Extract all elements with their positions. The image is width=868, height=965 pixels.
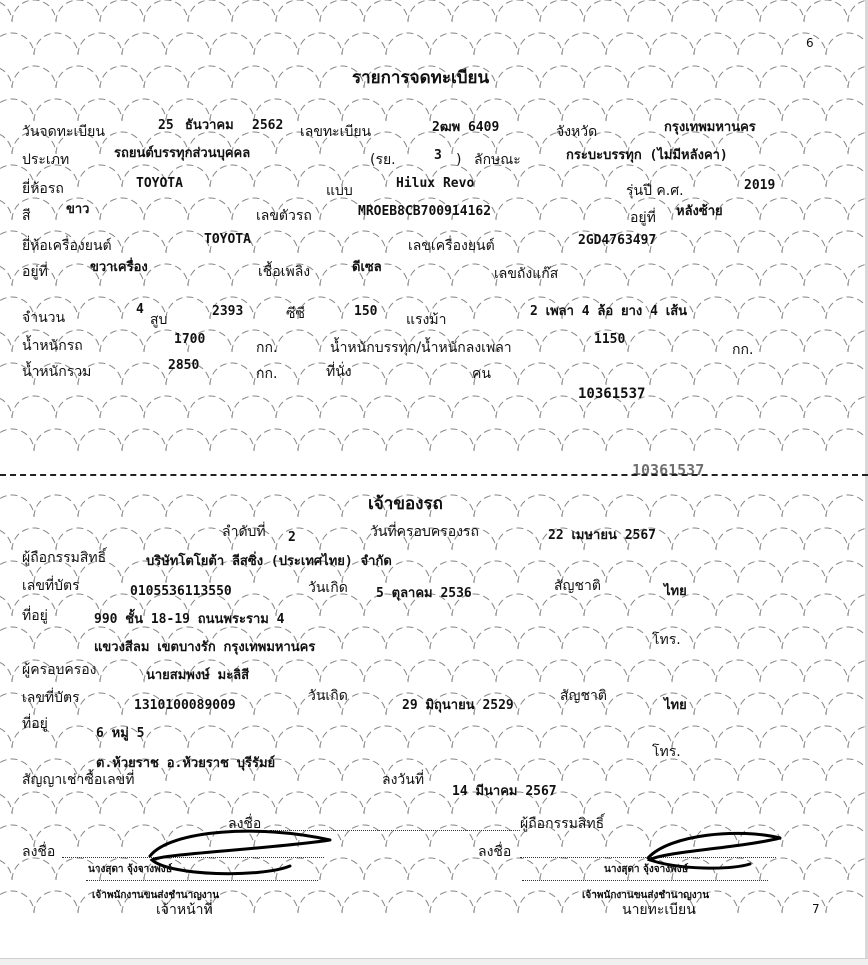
sign-right-role: เจ้าพนักงานขนส่งชำนาญงาน bbox=[582, 890, 710, 901]
owner-address-line2: แขวงสีลม เขตบางรัก กรุงเทพมหานคร bbox=[94, 640, 316, 655]
sign-left-title: เจ้าหน้าที่ bbox=[156, 902, 213, 918]
province-label: จังหวัด bbox=[556, 124, 598, 140]
right-name-line bbox=[522, 880, 768, 881]
sign-left-name: นางสุดา จุ้งจางพงษ์ bbox=[88, 864, 173, 875]
sign-owner-suffix: ผู้ถือกรรมสิทธิ์ bbox=[520, 816, 605, 832]
possessor-label: ผู้ครอบครอง bbox=[22, 662, 97, 678]
owner-nationality-value: ไทย bbox=[664, 584, 687, 599]
cylinders-value: 4 bbox=[136, 302, 144, 317]
color-label: สี bbox=[22, 208, 31, 224]
engine-number-value: 2GD4763497 bbox=[578, 233, 657, 248]
chassis-location-label: อยู่ที่ bbox=[630, 210, 656, 226]
fuel-value: ดีเซล bbox=[352, 260, 382, 275]
possessor-tel-label: โทร. bbox=[652, 744, 681, 760]
page-edge-bottom bbox=[0, 958, 868, 965]
reg-date-month: ธันวาคม bbox=[185, 118, 234, 133]
province-value: กรุงเทพมหานคร bbox=[664, 120, 756, 135]
sign-right-label: ลงชื่อ bbox=[478, 844, 512, 860]
possessor-id-value: 1310100089009 bbox=[134, 698, 236, 713]
load-value: 1150 bbox=[594, 332, 626, 347]
possessor-address-label: ที่อยู่ bbox=[22, 716, 48, 732]
engine-number-label: เลขเครื่องยนต์ bbox=[408, 238, 495, 254]
reg-date-day: 25 bbox=[158, 118, 174, 133]
left-name-line bbox=[86, 880, 318, 881]
owner-id-label: เลขที่บัตร bbox=[22, 578, 80, 594]
possessor-address-line1: 6 หมู่ 5 bbox=[96, 726, 145, 741]
serial-value: 10361537 bbox=[578, 386, 646, 402]
gross-label: น้ำหนักรวม bbox=[22, 364, 92, 380]
registration-title: รายการจดทะเบียน bbox=[352, 68, 490, 88]
possessor-value: นายสมพงษ์ มะลิสี bbox=[146, 668, 250, 683]
chassis-label: เลขตัวรถ bbox=[256, 208, 312, 224]
gross-value: 2850 bbox=[168, 358, 200, 373]
possessor-id-label: เลขที่บัตร bbox=[22, 690, 80, 706]
style-value: กระบะบรรทุก (ไม่มีหลังคา) bbox=[566, 148, 728, 163]
order-label: ลำดับที่ bbox=[222, 524, 266, 540]
ry-close: ) bbox=[456, 152, 462, 168]
sign-right-name: นางสุดา จุ้งจางพงษ์ bbox=[604, 864, 689, 875]
count-label: จำนวน bbox=[22, 310, 66, 326]
tear-line-serial: 10361537 bbox=[632, 461, 705, 479]
reg-date-label: วันจดทะเบียน bbox=[22, 124, 105, 140]
fuel-label: เชื้อเพลิง bbox=[258, 264, 311, 280]
owner-nationality-label: สัญชาติ bbox=[554, 578, 601, 594]
sign-label: ลงชื่อ bbox=[228, 816, 262, 832]
style-label: ลักษณะ bbox=[474, 152, 521, 168]
engine-location-value: ขวาเครื่อง bbox=[90, 260, 148, 275]
model-label: แบบ bbox=[326, 183, 353, 199]
load-label: น้ำหนักบรรทุก/น้ำหนักลงเพลา bbox=[330, 340, 512, 356]
brand-value: TOYOTA bbox=[136, 176, 183, 191]
lease-label: สัญญาเช่าซื้อเลขที่ bbox=[22, 772, 135, 788]
signed-date-value: 14 มีนาคม 2567 bbox=[452, 784, 557, 799]
possessor-dob-value: 29 มิถุนายน 2529 bbox=[402, 698, 514, 713]
engine-brand-label: ยี่ห้อเครื่องยนต์ bbox=[22, 238, 112, 254]
gas-tank-label: เลขถังแก๊ส bbox=[494, 266, 559, 282]
type-value: รถยนต์บรรทุกส่วนบุคคล bbox=[114, 146, 251, 161]
ry-value: 3 bbox=[434, 148, 442, 163]
load-kg: กก. bbox=[732, 342, 754, 358]
engine-brand-value: TOYOTA bbox=[204, 232, 251, 247]
engine-location-label: อยู่ที่ bbox=[22, 264, 48, 280]
owner-dob-value: 5 ตุลาคม 2536 bbox=[376, 586, 472, 601]
model-value: Hilux Revo bbox=[396, 176, 475, 191]
possession-date-value: 22 เมษายน 2567 bbox=[548, 528, 656, 543]
signed-date-label: ลงวันที่ bbox=[382, 772, 425, 788]
owner-tel-label: โทร. bbox=[652, 632, 681, 648]
seats-label: ที่นั่ง bbox=[326, 364, 352, 380]
weight-kg: กก. bbox=[256, 340, 278, 356]
possession-date-label: วันที่ครอบครองรถ bbox=[370, 524, 479, 540]
chassis-location-value: หลังซ้าย bbox=[676, 204, 723, 219]
sign-right-title: นายทะเบียน bbox=[622, 902, 696, 918]
cylinders-label: สูบ bbox=[150, 312, 168, 328]
plate-value: 2ฒพ 6409 bbox=[432, 120, 500, 135]
model-year-value: 2019 bbox=[744, 178, 776, 193]
possessor-nationality-label: สัญชาติ bbox=[560, 688, 607, 704]
owner-label: ผู้ถือกรรมสิทธิ์ bbox=[22, 550, 107, 566]
hp-value: 150 bbox=[354, 304, 378, 319]
owner-value: บริษัทโตโยต้า ลีสซิ่ง (ประเทศไทย) จำกัด bbox=[146, 554, 392, 569]
color-value: ขาว bbox=[66, 202, 90, 217]
brand-label: ยี่ห้อรถ bbox=[22, 181, 64, 197]
persons-label: คน bbox=[472, 366, 491, 382]
weight-label: น้ำหนักรถ bbox=[22, 338, 83, 354]
order-value: 2 bbox=[288, 530, 296, 545]
owner-address-line1: 990 ชั้น 18-19 ถนนพระราม 4 bbox=[94, 612, 285, 627]
weight-value: 1700 bbox=[174, 332, 206, 347]
tear-line bbox=[0, 474, 868, 476]
owner-title: เจ้าของรถ bbox=[368, 494, 443, 514]
owner-address-label: ที่อยู่ bbox=[22, 608, 48, 624]
axles-value: 2 เพลา 4 ล้อ ยาง 4 เส้น bbox=[530, 304, 688, 319]
hp-label: แรงม้า bbox=[406, 312, 447, 328]
owner-dob-label: วันเกิด bbox=[308, 580, 348, 596]
sign-left-role: เจ้าพนักงานขนส่งชำนาญงาน bbox=[92, 890, 220, 901]
gross-kg: กก. bbox=[256, 366, 278, 382]
possessor-dob-label: วันเกิด bbox=[308, 688, 348, 704]
sign-left-label: ลงชื่อ bbox=[22, 844, 56, 860]
model-year-label: รุ่นปี ค.ศ. bbox=[626, 183, 684, 199]
type-label: ประเภท bbox=[22, 152, 70, 168]
owner-id-value: 0105536113550 bbox=[130, 584, 232, 599]
chassis-value: MROEB8CB700914162 bbox=[358, 204, 492, 219]
possessor-nationality-value: ไทย bbox=[664, 698, 687, 713]
ry-label: (รย. bbox=[370, 152, 396, 168]
cc-value: 2393 bbox=[212, 304, 244, 319]
plate-label: เลขทะเบียน bbox=[300, 124, 372, 140]
cc-label: ซีซี bbox=[286, 306, 306, 322]
page-number-bottom: 7 bbox=[812, 902, 820, 916]
reg-date-year: 2562 bbox=[252, 118, 284, 133]
possessor-address-line2: ต.ห้วยราช อ.ห้วยราช บุรีรัมย์ bbox=[96, 756, 276, 771]
page-number-top: 6 bbox=[806, 36, 814, 50]
